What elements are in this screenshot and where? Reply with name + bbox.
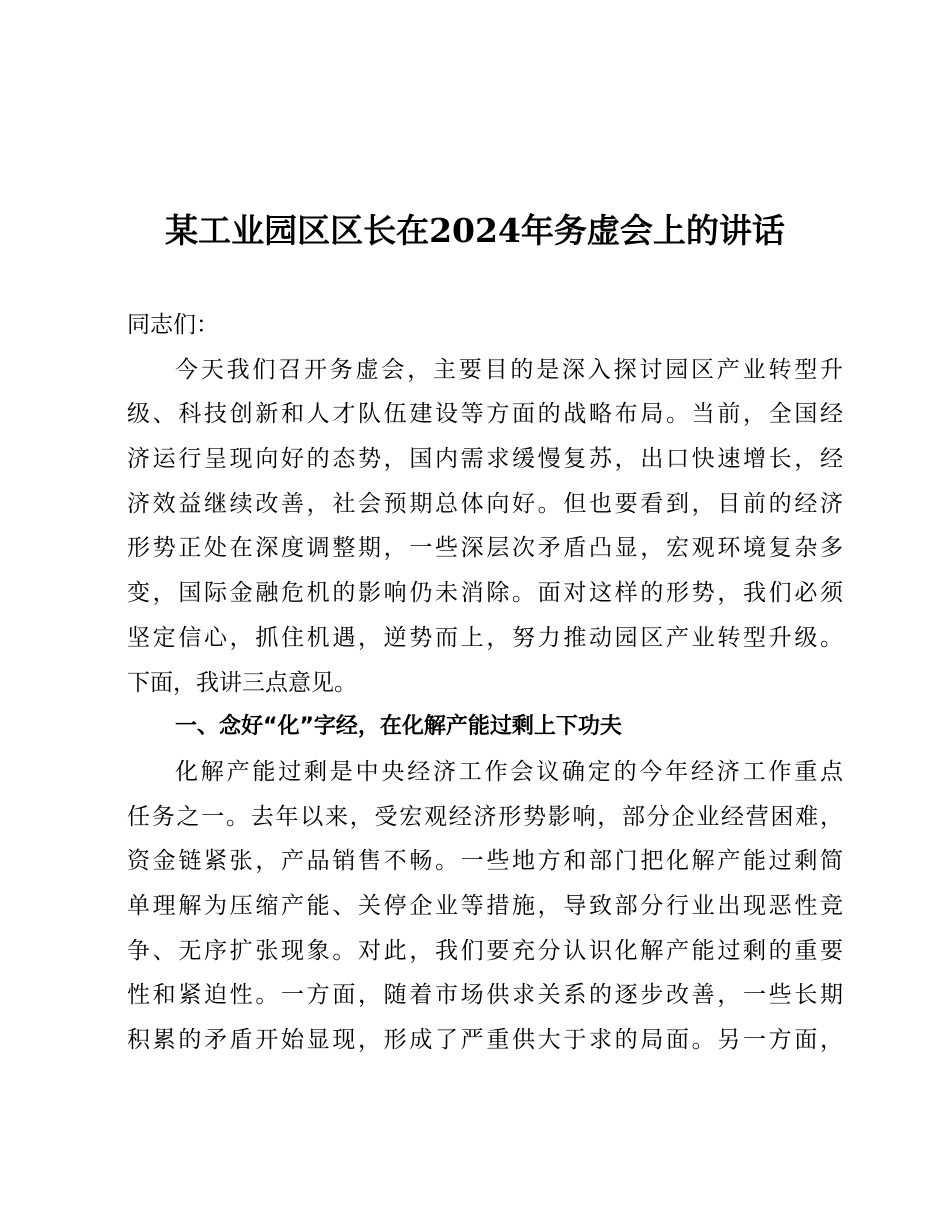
paragraph-line: 任务之一。去年以来，受宏观经济形势影响，部分企业经营困难， xyxy=(127,803,843,830)
document-body xyxy=(127,303,843,1063)
paragraph-line: 济运行呈现向好的态势，国内需求缓慢复苏，出口快速增长，经 xyxy=(127,446,843,473)
paragraph-line: 积累的矛盾开始显现，形成了严重供大于求的局面。另一方面， xyxy=(127,1027,843,1053)
paragraph-line: 济效益继续改善，社会预期总体向好。但也要看到，目前的经济 xyxy=(127,490,843,517)
paragraph-line: 资金链紧张，产品销售不畅。一些地方和部门把化解产能过剩简 xyxy=(127,848,843,875)
paragraph-line: 级、科技创新和人才队伍建设等方面的战略布局。当前，全国经 xyxy=(127,401,843,428)
paragraph-line: 形势正处在深度调整期，一些深层次矛盾凸显，宏观环境复杂多 xyxy=(127,535,843,562)
paragraph-line: 单理解为压缩产能、关停企业等措施，导致部分行业出现恶性竞 xyxy=(127,892,843,919)
document-title: 某工业园区区长在2024年务虚会上的讲话 xyxy=(165,211,785,250)
paragraph-line: 今天我们召开务虚会，主要目的是深入探讨园区产业转型升 xyxy=(175,356,843,383)
paragraph-line: 下面，我讲三点意见。 xyxy=(127,669,357,696)
paragraph-line: 化解产能过剩是中央经济工作会议确定的今年经济工作重点 xyxy=(175,758,843,785)
section-heading: 一、念好“化”字经，在化解产能过剩上下功夫 xyxy=(175,714,622,740)
paragraph-1 xyxy=(127,348,843,706)
paragraph-2 xyxy=(127,750,843,1063)
paragraph-line: 性和紧迫性。一方面，随着市场供求关系的逐步改善，一些长期 xyxy=(127,982,843,1009)
paragraph-line: 坚定信心，抓住机遇，逆势而上，努力推动园区产业转型升级。 xyxy=(127,624,843,651)
paragraph-line: 变，国际金融危机的影响仍未消除。面对这样的形势，我们必须 xyxy=(127,580,843,607)
paragraph-line: 争、无序扩张现象。对此，我们要充分认识化解产能过剩的重要 xyxy=(127,937,843,964)
salutation: 同志们： xyxy=(127,312,219,338)
